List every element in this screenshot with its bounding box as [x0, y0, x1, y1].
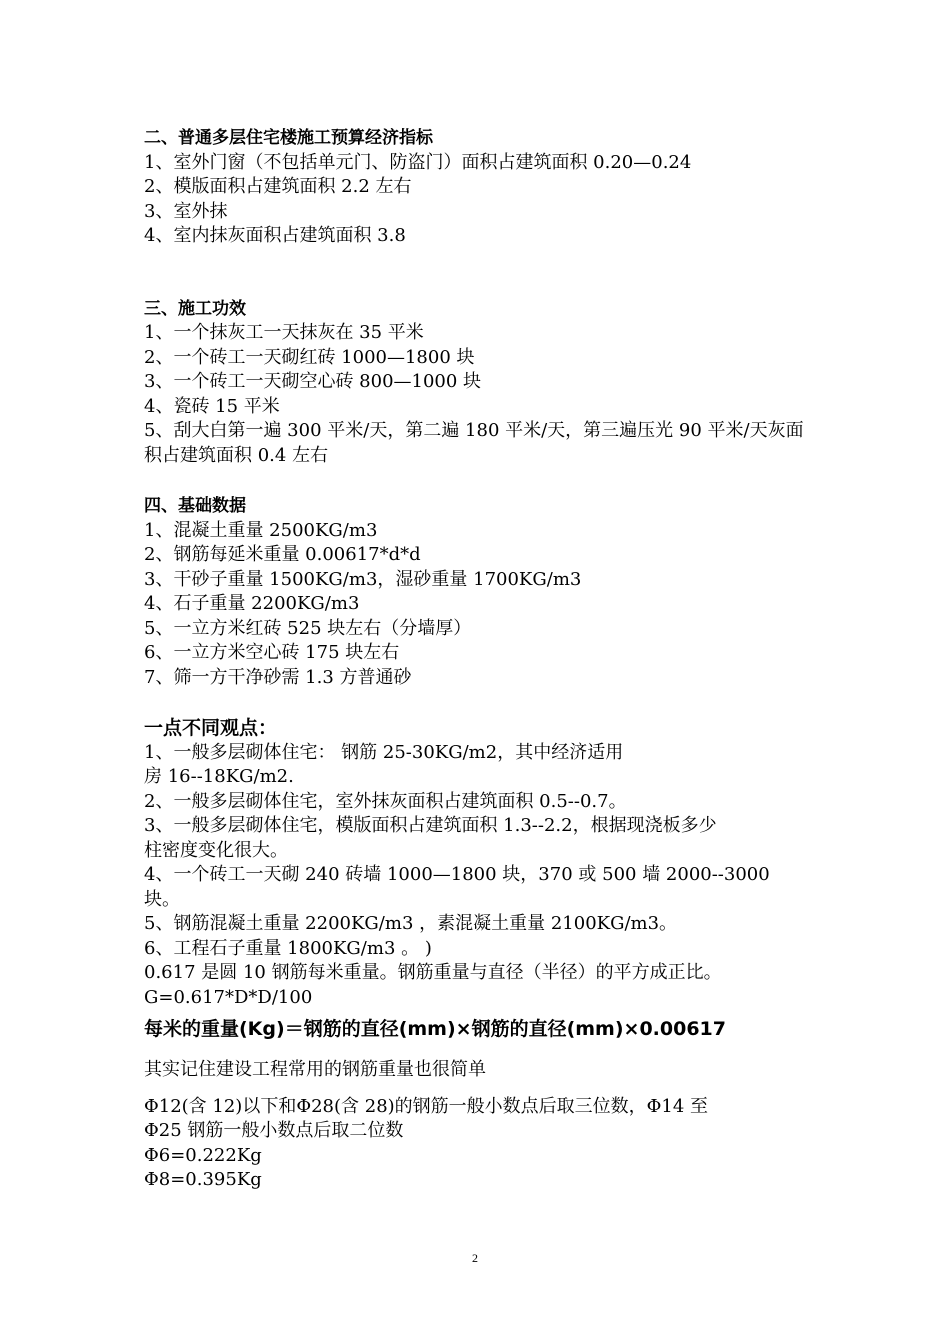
page-number: 2	[472, 1251, 478, 1265]
section-3-item-1: 1、一个抹灰工一天抹灰在 35 平米	[144, 322, 424, 343]
section-5-title: 一点不同观点：	[144, 717, 278, 739]
rebar-intro-line-2: Φ25 钢筋一般小数点后取二位数	[144, 1120, 404, 1141]
document-body	[144, 126, 814, 1193]
section-3-item-4: 4、瓷砖 15 平米	[144, 395, 280, 417]
section-4-title: 四、基础数据	[144, 496, 246, 516]
section-5-line-1: 1、一般多层砌体住宅： 钢筋 25-30KG/m2，其中经济适用	[144, 741, 624, 763]
section-4-item-3: 3、干砂子重量 1500KG/m3，湿砂重量 1700KG/m3	[144, 568, 582, 590]
section-3-item-5: 5、刮大白第一遍 300 平米/天，第二遍 180 平米/天，第三遍压光 90 平米/天灰面积占建筑面积 0.4 左右	[144, 420, 804, 466]
section-5-line-9: 6、工程石子重量 1800KG/m3 。 )	[144, 937, 432, 959]
section-5-line-3: 2、一般多层砌体住宅，室外抹灰面积占建筑面积 0.5--0.7。	[144, 790, 627, 812]
section-4-item-7: 7、筛一方干净砂需 1.3 方普通砂	[144, 666, 412, 688]
section-5-line-7: 块。	[144, 888, 180, 910]
section-3-title: 三、施工功效	[144, 298, 246, 319]
section-4-item-1: 1、混凝土重量 2500KG/m3	[144, 519, 378, 541]
section-4-item-2: 2、钢筋每延米重量 0.00617*d*d	[144, 544, 421, 565]
section-3-item-2: 2、一个砖工一天砌红砖 1000—1800 块	[144, 346, 475, 368]
rebar-intro-line-1: Φ12(含 12)以下和Φ28(含 28)的钢筋一般小数点后取三位数，Φ14 至	[144, 1095, 709, 1117]
section-5-line-8: 5、钢筋混凝土重量 2200KG/m3 ，素混凝土重量 2100KG/m3。	[144, 913, 678, 934]
section-4-item-6: 6、一立方米空心砖 175 块左右	[144, 642, 400, 663]
section-5-line-5: 柱密度变化很大。	[144, 839, 288, 861]
note-text: 其实记住建设工程常用的钢筋重量也很简单	[144, 1059, 486, 1080]
section-5-line-4: 3、一般多层砌体住宅，模版面积占建筑面积 1.3--2.2，根据现浇板多少	[144, 815, 717, 836]
section-4-item-4: 4、石子重量 2200KG/m3	[144, 593, 360, 614]
section-3-item-3: 3、一个砖工一天砌空心砖 800—1000 块	[144, 371, 482, 392]
rebar-weight-phi6: Φ6=0.222Kg	[144, 1144, 262, 1166]
rebar-weight-phi8: Φ8=0.395Kg	[144, 1169, 262, 1190]
section-2-item-2: 2、模版面积占建筑面积 2.2 左右	[144, 176, 412, 197]
section-2-item-4: 4、室内抹灰面积占建筑面积 3.8	[144, 225, 406, 246]
section-5-line-2: 房 16--18KG/m2.	[144, 766, 294, 787]
section-2-item-1: 1、室外门窗（不包括单元门、防盗门）面积占建筑面积 0.20—0.24	[144, 151, 692, 173]
section-2-title: 二、普通多层住宅楼施工预算经济指标	[144, 128, 433, 148]
section-5-line-11: G=0.617*D*D/100	[144, 986, 313, 1008]
rebar-weight-formula: 每米的重量(Kg)＝钢筋的直径(mm)×钢筋的直径(mm)×0.00617	[144, 1018, 726, 1040]
section-5-line-10: 0.617 是圆 10 钢筋每米重量。钢筋重量与直径（半径）的平方成正比。	[144, 962, 722, 983]
section-2-item-3: 3、室外抹	[144, 200, 228, 222]
section-4-item-5: 5、一立方米红砖 525 块左右（分墙厚）	[144, 617, 472, 639]
section-5-line-6: 4、一个砖工一天砌 240 砖墙 1000—1800 块，370 或 500 墙 2000--3000	[144, 864, 770, 885]
